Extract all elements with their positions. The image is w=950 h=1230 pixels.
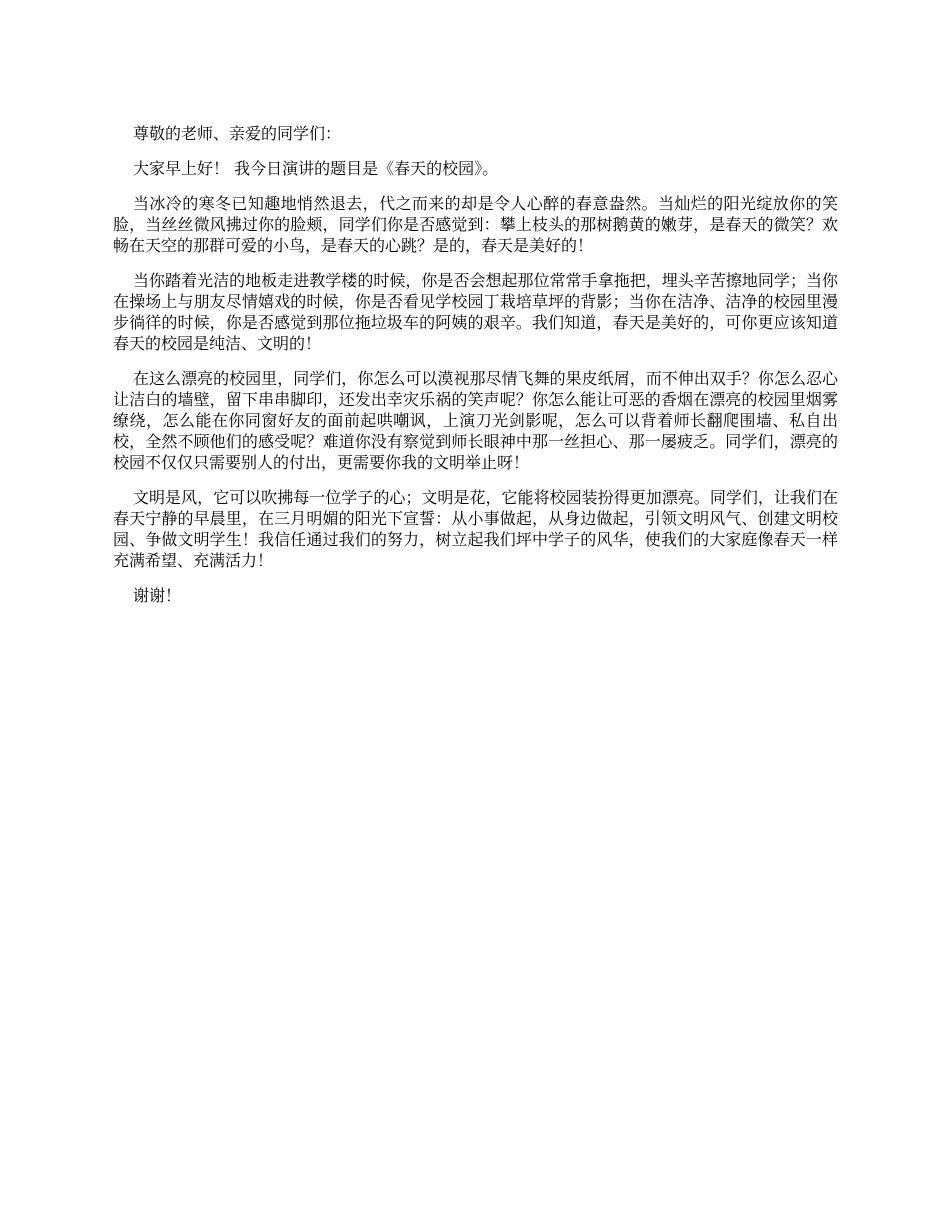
closing-thanks: 谢谢！ xyxy=(133,586,182,605)
greeting-paragraph: 大家早上好！ 我今日演讲的题目是《春天的校园》。 xyxy=(133,159,499,178)
body-paragraph-pledge: 文明是风，它可以吹拂每一位学子的心；文明是花，它能将校园装扮得更加漂亮。同学们，让我们在春天宁静的早晨里，在三月明媚的阳光下宣誓：从小事做起，从身边做起，引领文明风气、创建文明校园、争做文明学生！我信任通过我们的努力，树立起我们坪中学子的风华，使我们的大家庭像春天一样充满希望、充满活力！ xyxy=(113,488,838,570)
body-paragraph-spring: 当冰冷的寒冬已知趣地悄然退去，代之而来的却是令人心醉的春意盎然。当灿烂的阳光绽放你的笑脸，当丝丝微风拂过你的脸颊，同学们你是否感觉到：攀上枝头的那树鹅黄的嫩芽，是春天的微笑？欢畅在天空的那群可爱的小鸟，是春天的心跳？是的，春天是美好的！ xyxy=(113,194,838,255)
body-paragraph-school: 当你踏着光洁的地板走进教学楼的时候，你是否会想起那位常常手拿拖把，埋头辛苦擦地同学；当你在操场上与朋友尽情嬉戏的时候，你是否看见学校园丁栽培草坪的背影；当你在洁净、洁净的校园里漫步徜徉的时候，你是否感觉到那位拖垃圾车的阿姨的艰辛。我们知道，春天是美好的，可你更应该知道春天的校园是纯洁、文明的！ xyxy=(113,271,838,353)
body-paragraph-civility: 在这么漂亮的校园里，同学们，你怎么可以漠视那尽情飞舞的果皮纸屑，而不伸出双手？你怎么忍心让洁白的墙壁，留下串串脚印，还发出幸灾乐祸的笑声呢？你怎么能让可恶的香烟在漂亮的校园里烟雾缭绕，怎么能在你同窗好友的面前起哄嘲讽，上演刀光剑影呢，怎么可以背着师长翻爬围墙、私自出校，全然不顾他们的感受呢？难道你没有察觉到师长眼神中那一丝担心、那一屡疲乏。同学们，漂亮的校园不仅仅只需要别人的付出，更需要你我的文明举止呀！ xyxy=(113,369,838,472)
salutation: 尊敬的老师、亲爱的同学们： xyxy=(133,124,342,143)
